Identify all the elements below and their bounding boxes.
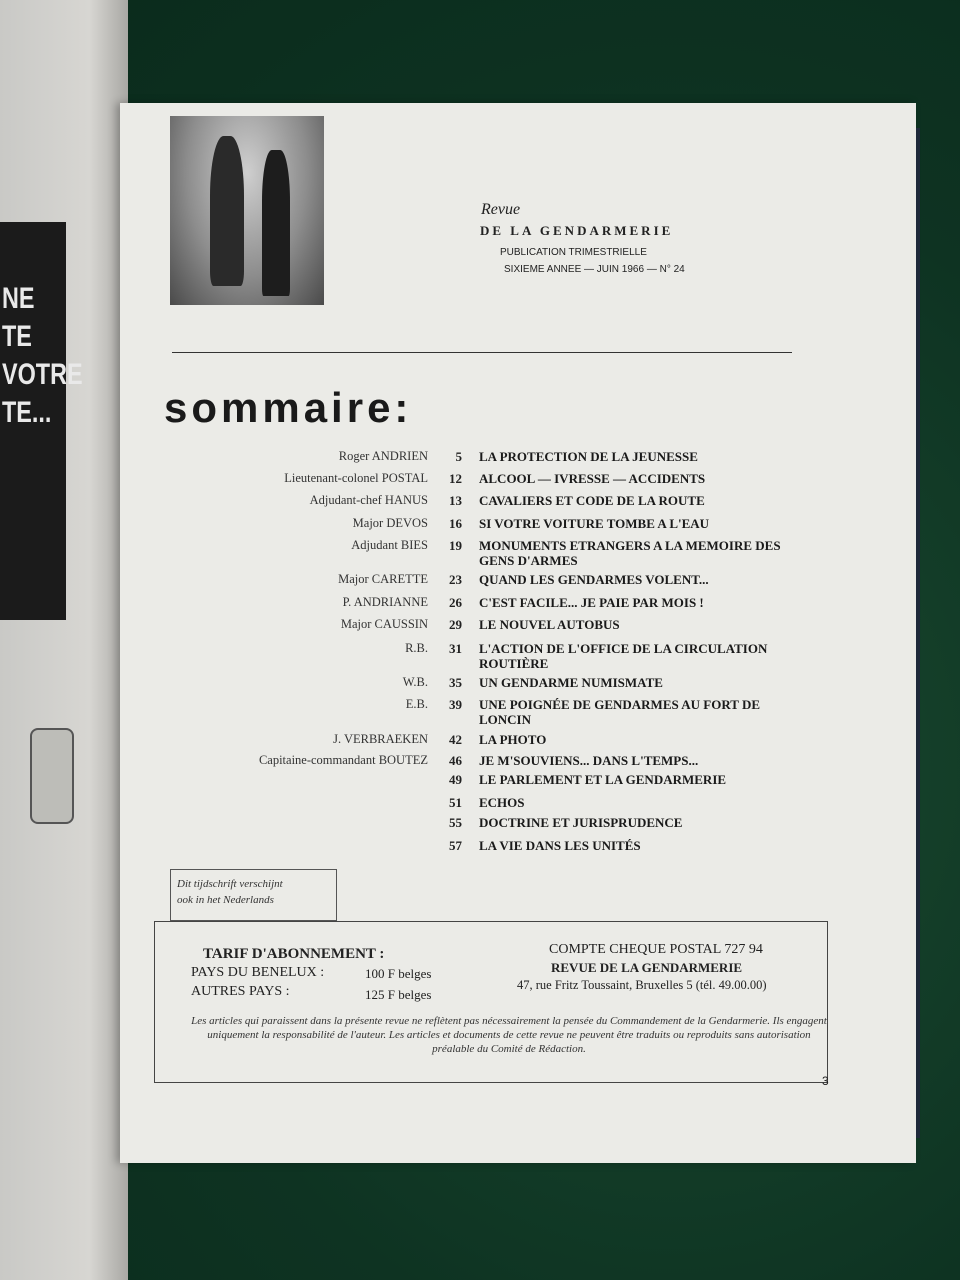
toc-page: 42 [449, 732, 462, 747]
toc-row [120, 697, 916, 731]
toc-title: LA VIE DANS LES UNITÉS [479, 838, 641, 853]
subscription-title: TARIF D'ABONNEMENT : [203, 946, 385, 962]
benelux-price: 100 F belges [365, 966, 432, 981]
dutch-note-line: Dit tijdschrift verschijnt [177, 878, 283, 890]
toc-title: LA PHOTO [479, 732, 547, 747]
benelux-label: PAYS DU BENELUX : [191, 965, 325, 980]
horse-figure [210, 136, 244, 286]
toc-author: Adjudant BIES [351, 538, 428, 552]
masthead-subtitle: PUBLICATION TRIMESTRIELLE [500, 247, 647, 258]
toc-title: L'ACTION DE L'OFFICE DE LA CIRCULATION ROUTIÈRE [479, 641, 768, 671]
cover-photo [170, 116, 324, 305]
toc-author: Major CAUSSIN [340, 617, 428, 631]
toc-page: 12 [449, 471, 462, 486]
masthead [480, 201, 685, 275]
toc-page: 49 [449, 772, 462, 787]
toc-author: P. ANDRIANNE [342, 595, 428, 609]
advert-line: NE [2, 282, 35, 315]
toc-author: W.B. [402, 675, 428, 689]
left-page-advert [0, 222, 83, 620]
toc-page: 16 [449, 516, 462, 531]
masthead-issue: SIXIEME ANNEE — JUIN 1966 — N° 24 [504, 264, 685, 275]
postal-account: COMPTE CHEQUE POSTAL 727 94 [549, 942, 763, 957]
toc-page: 13 [449, 493, 462, 508]
toc-title: LA PROTECTION DE LA JEUNESSE [479, 449, 698, 464]
left-page-illustration [30, 728, 74, 824]
toc-title: LE PARLEMENT ET LA GENDARMERIE [479, 772, 727, 787]
toc-page: 46 [449, 753, 462, 768]
toc-title: C'EST FACILE... JE PAIE PAR MOIS ! [479, 595, 704, 610]
toc-title: UNE POIGNÉE DE GENDARMES AU FORT DE LONCIN [479, 697, 761, 727]
toc-page: 35 [449, 675, 462, 690]
toc-title: UN GENDARME NUMISMATE [479, 675, 663, 690]
toc-author: Lieutenant-colonel POSTAL [284, 471, 428, 485]
toc-page: 51 [449, 795, 462, 810]
dutch-note-line: ook in het Nederlands [177, 894, 274, 906]
toc-title: LE NOUVEL AUTOBUS [479, 617, 620, 632]
page-title: sommaire: [164, 384, 413, 431]
advert-line: TE [2, 320, 32, 353]
toc-page: 19 [449, 538, 462, 553]
account-name: REVUE DE LA GENDARMERIE [551, 960, 743, 975]
toc-page: 29 [449, 617, 462, 632]
toc-page: 26 [449, 595, 462, 610]
toc-row [120, 538, 916, 572]
toc-page: 5 [455, 449, 462, 464]
toc-author: E.B. [405, 697, 428, 711]
toc-title: ALCOOL — IVRESSE — ACCIDENTS [479, 471, 706, 486]
rider-figure [262, 150, 290, 296]
publisher-address: 47, rue Fritz Toussaint, Bruxelles 5 (tél. 49.00.00) [517, 978, 767, 992]
masthead-revue: Revue [481, 201, 521, 218]
toc-author: R.B. [405, 641, 428, 655]
advert-line: VOTRE [2, 358, 83, 391]
toc-title: JE M'SOUVIENS... DANS L'TEMPS... [479, 753, 699, 768]
other-label: AUTRES PAYS : [191, 984, 290, 999]
toc-page: 57 [449, 838, 462, 853]
masthead-title: DE LA GENDARMERIE [480, 223, 674, 238]
toc-row [120, 641, 916, 675]
toc-page: 31 [449, 641, 462, 656]
other-price: 125 F belges [365, 987, 432, 1002]
toc-author: J. VERBRAEKEN [333, 732, 428, 746]
magazine-page [120, 103, 916, 1163]
toc-title: SI VOTRE VOITURE TOMBE A L'EAU [479, 516, 710, 531]
toc-page: 39 [449, 697, 462, 712]
page-number: 3 [822, 1074, 829, 1088]
toc-author: Capitaine-commandant BOUTEZ [258, 753, 428, 767]
left-page [0, 0, 128, 1280]
advert-line: TE... [2, 396, 52, 429]
toc-title: MONUMENTS ETRANGERS A LA MEMOIRE DES GENS D'ARMES [479, 538, 781, 568]
dutch-edition-note [170, 869, 337, 921]
toc-author: Major DEVOS [352, 516, 428, 530]
toc-row [120, 838, 916, 872]
toc-author: Major CARETTE [338, 572, 428, 586]
toc-title: ECHOS [479, 795, 525, 810]
toc-title: DOCTRINE ET JURISPRUDENCE [479, 815, 683, 830]
toc-page: 55 [449, 815, 462, 830]
divider [172, 352, 792, 353]
toc-author: Adjudant-chef HANUS [309, 493, 428, 507]
toc-title: QUAND LES GENDARMES VOLENT... [479, 572, 709, 587]
subscription-box [154, 921, 828, 1083]
toc-author: Roger ANDRIEN [338, 449, 428, 463]
toc-title: CAVALIERS ET CODE DE LA ROUTE [479, 493, 705, 508]
toc-page: 23 [449, 572, 462, 587]
disclaimer: Les articles qui paraissent dans la présente revue ne reflètent pas nécessairement la pensée du Commandement de la Gendarmerie. Ils engagent uniquement la responsabilité de l'auteur. Les articles et documents de cette revue ne peuvent être traduits ou reproduits sans autorisation préalable du Comité de Rédaction. [191, 1015, 827, 1055]
